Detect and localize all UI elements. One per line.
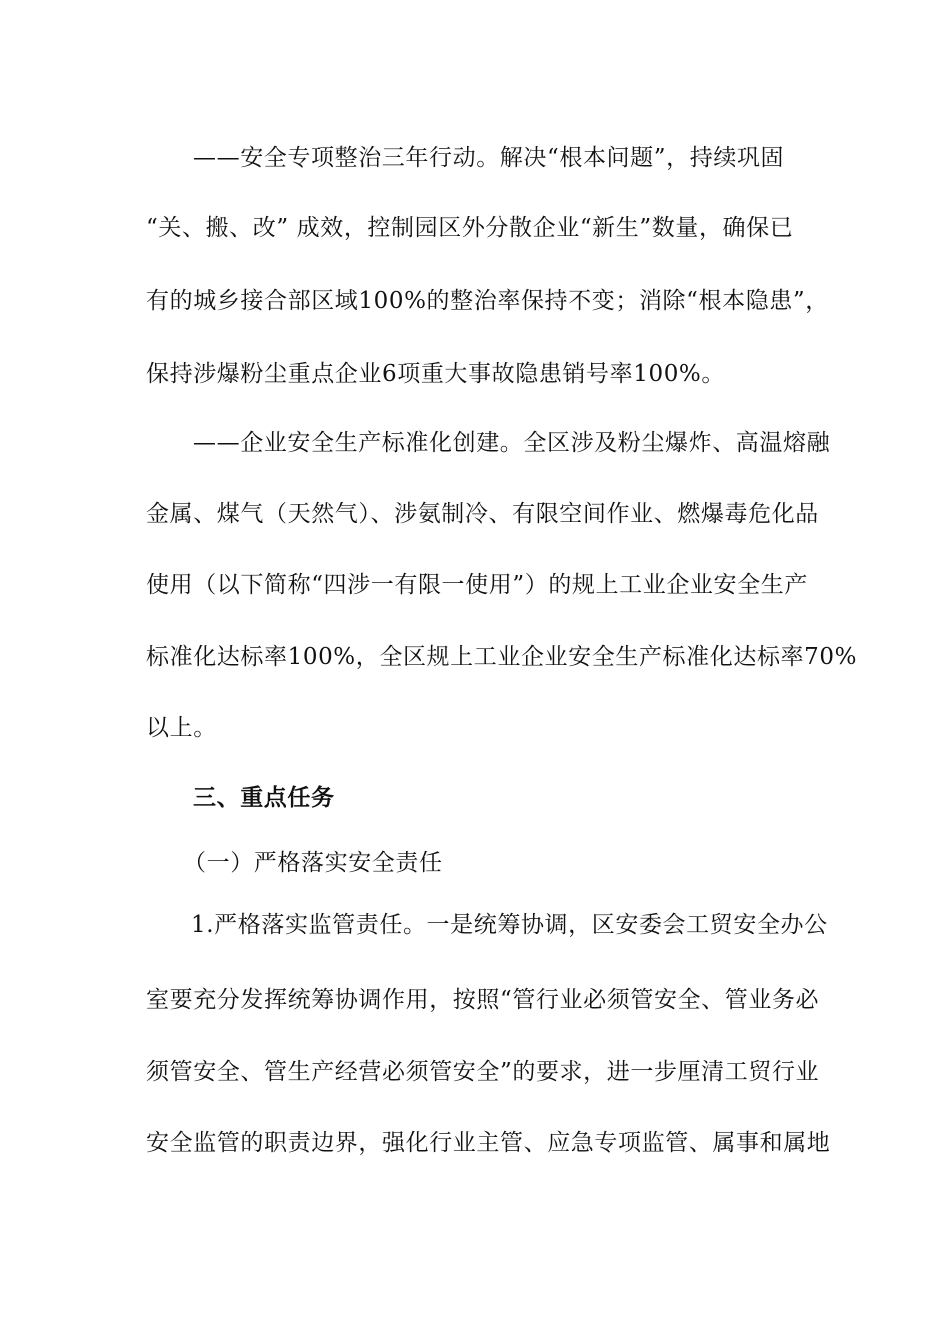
- paragraph-line: ——企业安全生产标准化创建。全区涉及粉尘爆炸、高温熔融: [193, 430, 831, 456]
- paragraph-line: ——安全专项整治三年行动。解决“根本问题”，持续巩固: [193, 145, 785, 171]
- paragraph-line: 金属、煤气（天然气）、涉氨制冷、有限空间作业、燃爆毒危化品: [146, 501, 819, 527]
- paragraph-line: 须管安全、管生产经营必须管安全”的要求，进一步厘清工贸行业: [146, 1059, 820, 1085]
- paragraph-line: 安全监管的职责边界，强化行业主管、应急专项监管、属事和属地: [146, 1130, 831, 1156]
- paragraph-line: 保持涉爆粉尘重点企业6项重大事故隐患销号率100%。: [146, 361, 725, 387]
- subsection-heading: （一）严格落实安全责任: [183, 850, 443, 876]
- paragraph-line: “关、搬、改” 成效，控制园区外分散企业“新生”数量，确保已: [146, 215, 794, 241]
- paragraph-line: 有的城乡接合部区域100%的整治率保持不变；消除“根本隐患”，: [146, 288, 829, 314]
- paragraph-line: 室要充分发挥统筹协调作用，按照“管行业必须管安全、管业务必: [146, 987, 820, 1013]
- section-heading: 三、重点任务: [193, 784, 335, 811]
- paragraph-line: 标准化达标率100%，全区规上工业企业安全生产标准化达标率70%: [146, 644, 858, 670]
- paragraph-line: 使用（以下简称“四涉一有限一使用”）的规上工业企业安全生产: [146, 572, 808, 598]
- paragraph-line: 以上。: [146, 715, 217, 741]
- paragraph-line: 1.严格落实监管责任。一是统筹协调，区安委会工贸安全办公: [191, 912, 828, 938]
